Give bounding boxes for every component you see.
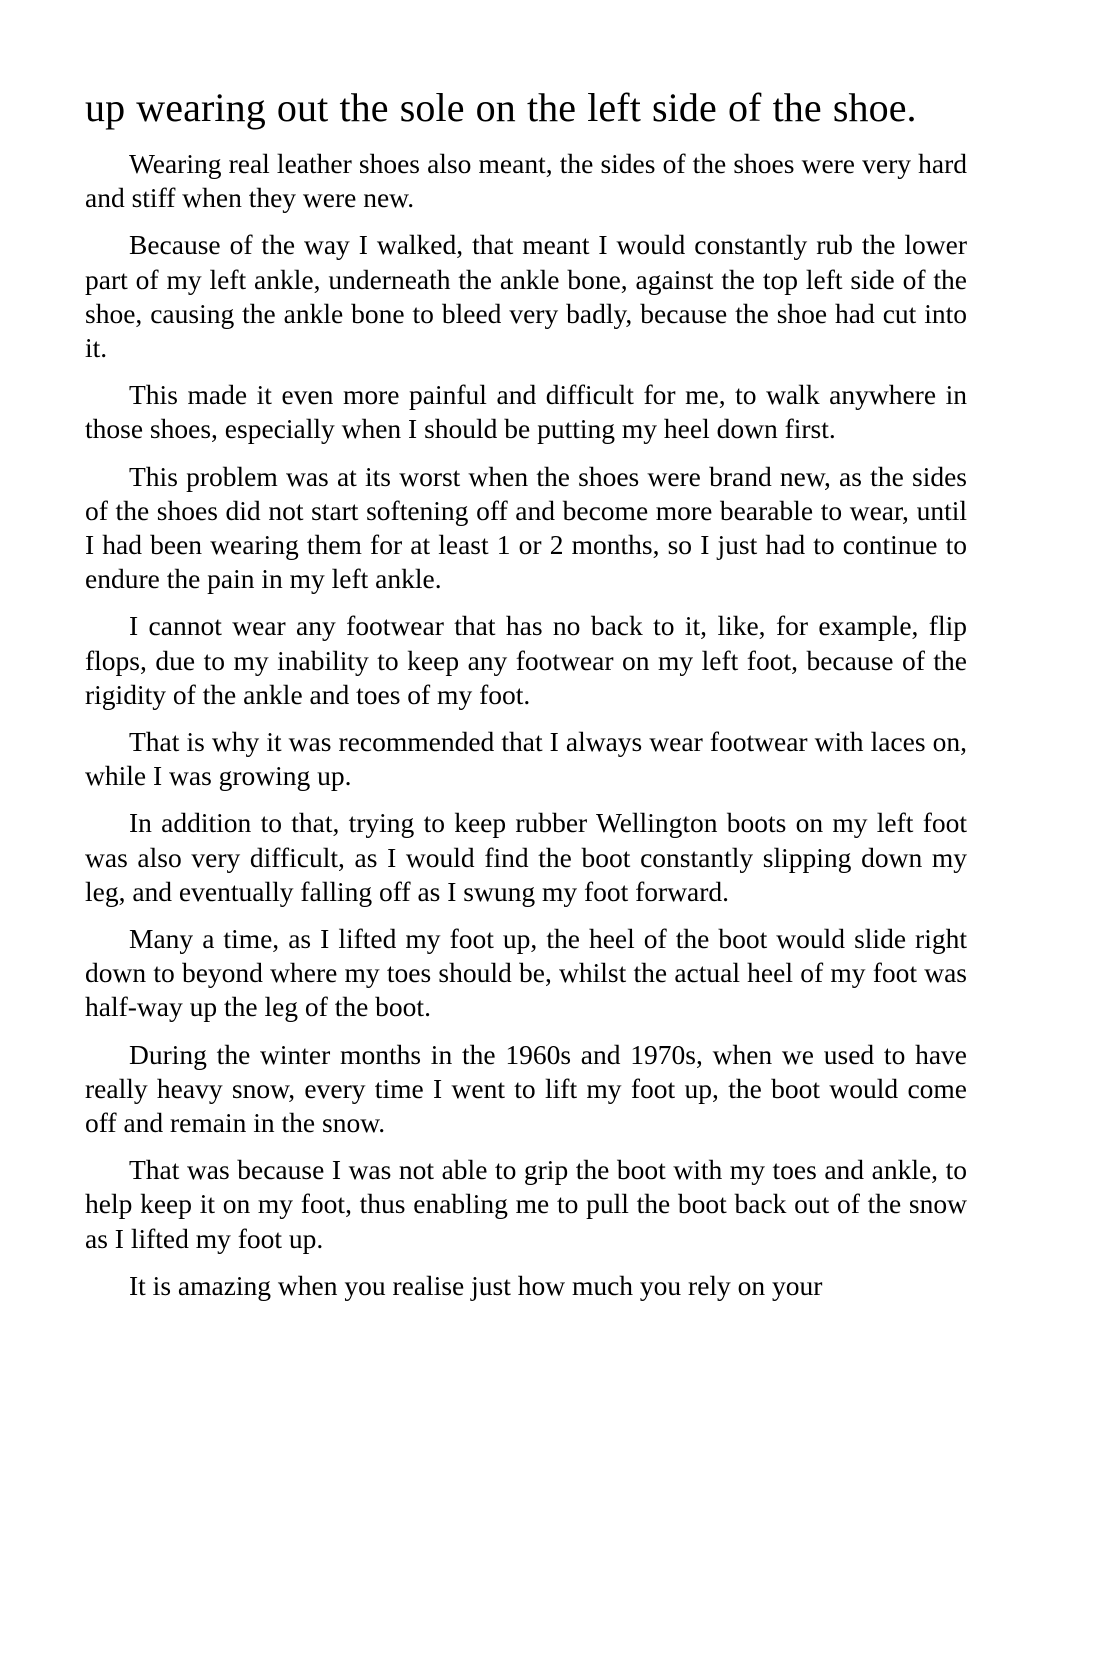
page-title: up wearing out the sole on the left side of the shoe. [85, 85, 917, 130]
paragraph: That is why it was recommended that I always wear footwear with laces on, while I was growing up. [85, 726, 967, 792]
paragraph: Wearing real leather shoes also meant, the sides of the shoes were very hard and stiff when they were new. [85, 148, 967, 214]
paragraph: This made it even more painful and difficult for me, to walk anywhere in those shoes, especially when I should be putting my heel down first. [85, 379, 967, 445]
paragraph: Many a time, as I lifted my foot up, the heel of the boot would slide right down to beyond where my toes should be, whilst the actual heel of my foot was half-way up the leg of the boot. [85, 923, 967, 1023]
paragraph: This problem was at its worst when the shoes were brand new, as the sides of the shoes did not start softening off and become more bearable to wear, until I had been wearing them for at least 1 or 2 months, so I just had to continue to endure the pain in my left ankle. [85, 460, 967, 595]
paragraph: That was because I was not able to grip the boot with my toes and ankle, to help keep it on my foot, thus enabling me to pull the boot back out of the snow as I lifted my foot up. [85, 1154, 967, 1254]
paragraph: Because of the way I walked, that meant I would constantly rub the lower part of my left ankle, underneath the ankle bone, against the top left side of the shoe, causing the ankle bone to bleed very badly, because the shoe had cut into it. [85, 229, 967, 364]
paragraph: It is amazing when you realise just how much you rely on your [129, 1269, 823, 1301]
paragraph: During the winter months in the 1960s and 1970s, when we used to have really heavy snow, every time I went to lift my foot up, the boot would come off and remain in the snow. [85, 1038, 967, 1139]
paragraph: In addition to that, trying to keep rubber Wellington boots on my left foot was also very difficult, as I would find the boot constantly slipping down my leg, and eventually falling off as I swung my foot forward. [85, 807, 967, 907]
page-text-column [85, 82, 967, 1303]
paragraph: I cannot wear any footwear that has no back to it, like, for example, flip flops, due to my inability to keep any footwear on my left foot, because of the rigidity of the ankle and toes of my foot. [85, 610, 967, 710]
